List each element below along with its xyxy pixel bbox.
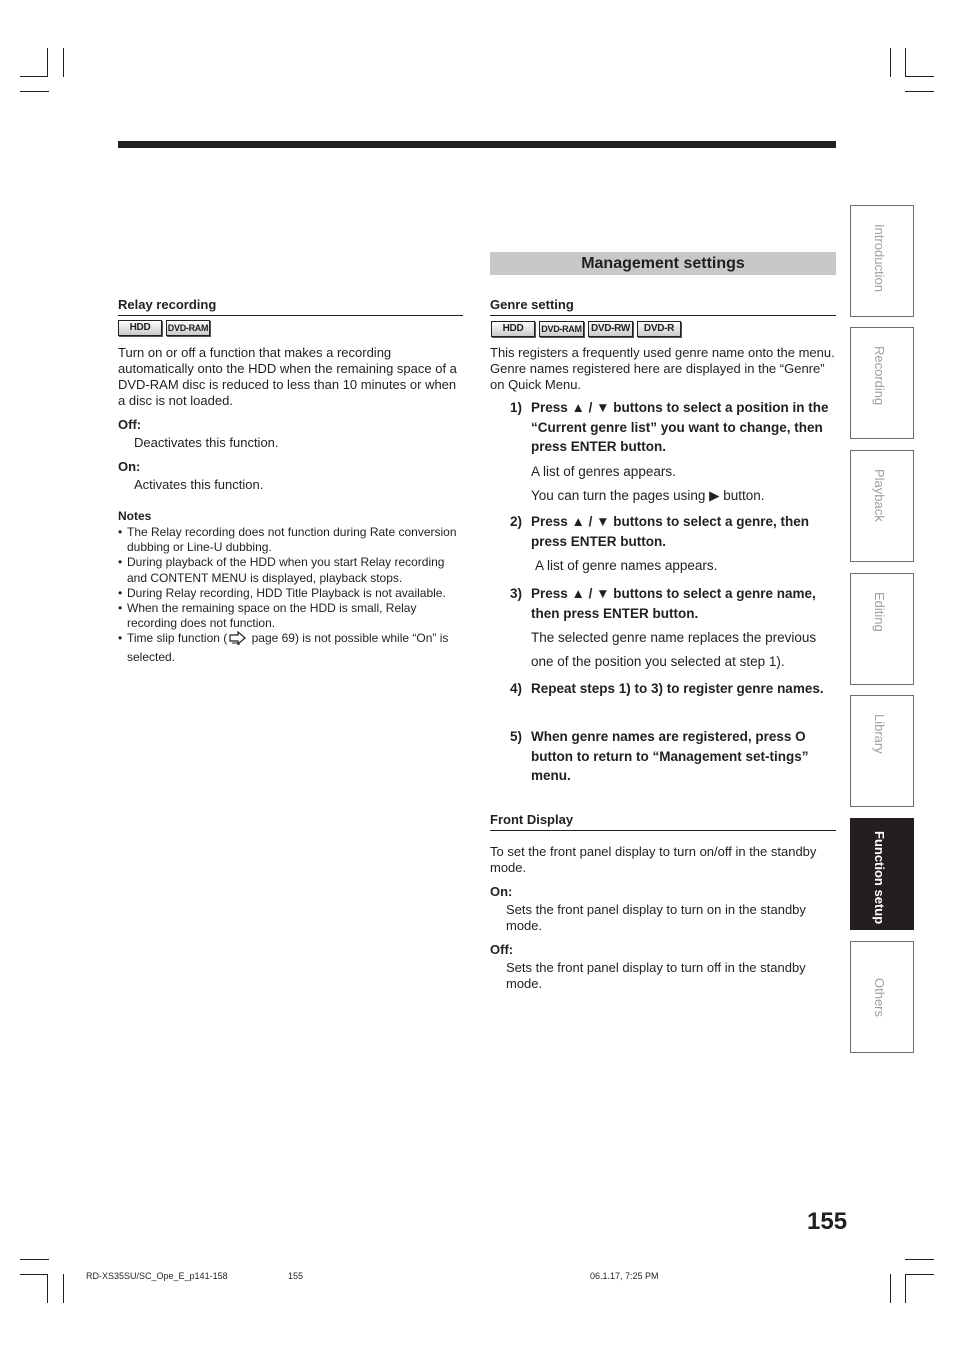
genre-step-1 (510, 398, 838, 508)
step-note: The selected genre name replaces the previous one of the position you selected at step 1). (531, 630, 817, 669)
crop-mark (47, 48, 48, 77)
crop-mark (905, 91, 934, 92)
genre-badges (491, 321, 681, 337)
front-off-desc: Sets the front panel display to turn off in the standby mode. (506, 960, 806, 991)
genre-step-5 (510, 727, 838, 786)
relay-on-label: On: (118, 459, 141, 474)
crop-mark (63, 48, 64, 77)
note-item: • During Relay recording, HDD Title Playback is not available. (118, 586, 460, 601)
note-text-after: page 69) is not possible while “On” is selected. (127, 631, 449, 664)
step-number: 3) (510, 586, 523, 601)
crop-mark (890, 1274, 891, 1303)
relay-on-desc: Activates this function. (134, 477, 264, 492)
step-number: 4) (510, 681, 523, 696)
tab-label: Library (872, 714, 887, 754)
genre-step-3 (510, 584, 838, 674)
page-reference-icon (229, 631, 246, 649)
relay-badges (118, 320, 210, 336)
notes-list (118, 525, 460, 665)
notes-heading: Notes (118, 509, 152, 523)
crop-mark (905, 48, 906, 77)
crop-mark (20, 76, 48, 77)
tab-label: Introduction (872, 224, 887, 292)
step-number: 1) (510, 400, 523, 415)
tab-playback[interactable] (850, 450, 914, 562)
crop-mark (20, 1259, 49, 1260)
footer-file: RD-XS35SU/SC_Ope_E_p141-158 (86, 1271, 228, 1281)
step-text: When genre names are registered, press O button to return to “Management set-tings” menu. (531, 729, 809, 783)
tab-recording[interactable] (850, 327, 914, 439)
genre-heading-rule (490, 315, 836, 316)
step-number: 5) (510, 729, 523, 744)
genre-step-2 (510, 512, 838, 578)
step-note: A list of genre names appears. (535, 558, 718, 573)
footer-date: 06.1.17, 7:25 PM (590, 1271, 659, 1281)
footer-page: 155 (288, 1271, 304, 1281)
tab-library[interactable] (850, 695, 914, 807)
page-number: 155 (807, 1208, 848, 1235)
step-text: Press ▲ / ▼ buttons to select a genre, then press ENTER button. (531, 514, 810, 549)
tab-function-setup[interactable] (850, 818, 914, 930)
genre-step-4 (510, 679, 838, 699)
note-text-before: Time slip function ( (127, 631, 228, 646)
step-note: A list of genres appears. (531, 463, 676, 479)
crop-mark (890, 48, 891, 77)
crop-mark (905, 1259, 934, 1260)
crop-mark (905, 1274, 906, 1303)
note-item: • The Relay recording does not function during Rate conversion dubbing or Line-U dubbing. (118, 525, 460, 555)
tab-label: Editing (872, 592, 887, 632)
relay-off-label: Off: (118, 417, 142, 432)
crop-mark (905, 1274, 934, 1275)
relay-heading: Relay recording (118, 297, 217, 312)
tab-label: Playback (872, 469, 887, 522)
tab-editing[interactable] (850, 573, 914, 685)
relay-intro: Turn on or off a function that makes a recording automatically onto the HDD when the remaining space of a DVD-RAM disc is reduced to less than 10 minutes or when a disc is not loaded. (118, 345, 457, 408)
tab-label: Function setup (872, 831, 887, 925)
media-badge-dvd-rw: DVD-RW (588, 321, 633, 337)
crop-mark (905, 76, 934, 77)
tab-others[interactable] (850, 941, 914, 1053)
media-badge-hdd: HDD (491, 321, 535, 337)
step-number: 2) (510, 514, 523, 529)
tab-label: Recording (872, 346, 887, 406)
front-intro: To set the front panel display to turn on/off in the standby mode. (490, 844, 817, 875)
note-item (118, 631, 460, 664)
relay-off-desc: Deactivates this function. (134, 435, 279, 450)
genre-heading: Genre setting (490, 297, 574, 312)
note-item: • When the remaining space on the HDD is small, Relay recording does not function. (118, 601, 460, 631)
step-note: You can turn the pages using ▶ button. (531, 487, 765, 503)
media-badge-dvd-ram: DVD-RAM (166, 320, 210, 336)
section-title: Management settings (490, 252, 836, 275)
tab-introduction[interactable] (850, 205, 914, 317)
front-on-label: On: (490, 884, 513, 899)
crop-mark (20, 1274, 48, 1275)
note-item: • During playback of the HDD when you start Relay recording and CONTENT MENU is displayed, playback stops. (118, 555, 460, 585)
step-text: Repeat steps 1) to 3) to register genre names. (531, 681, 824, 696)
relay-heading-rule (118, 315, 463, 316)
crop-mark (47, 1274, 48, 1303)
crop-mark (63, 1274, 64, 1303)
front-on-desc: Sets the front panel display to turn on in the standby mode. (506, 902, 806, 933)
front-heading: Front Display (490, 812, 574, 827)
genre-intro: This registers a frequently used genre name onto the menu. Genre names registered here are displayed in the “Genre” on Quick Menu. (490, 345, 835, 392)
header-bar (118, 141, 836, 148)
media-badge-hdd: HDD (118, 320, 162, 336)
step-text: Press ▲ / ▼ buttons to select a position in the “Current genre list” you want to change, then press ENTER button. (531, 400, 829, 454)
front-off-label: Off: (490, 942, 514, 957)
step-text: Press ▲ / ▼ buttons to select a genre name, then press ENTER button. (531, 586, 816, 621)
media-badge-dvd-r: DVD-R (637, 321, 681, 337)
tab-label: Others (872, 978, 887, 1018)
crop-mark (20, 91, 49, 92)
front-heading-rule (490, 830, 836, 831)
media-badge-dvd-ram: DVD-RAM (539, 321, 584, 337)
